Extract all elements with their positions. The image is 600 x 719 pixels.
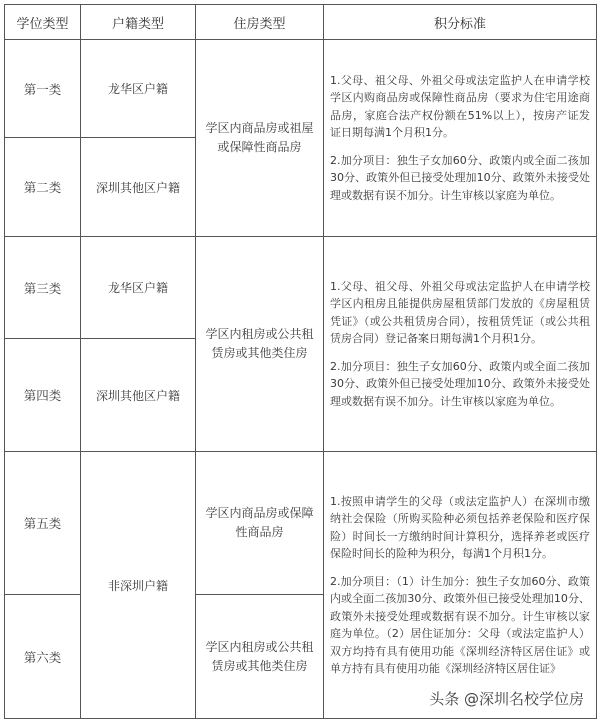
table-row <box>5 237 597 339</box>
category-cell: 第一类 <box>5 40 81 138</box>
category-cell: 第四类 <box>5 339 81 452</box>
enrollment-points-table <box>4 4 597 719</box>
rule-paragraph: 1.父母、祖父母、外祖父母或法定监护人在申请学校学区内租房且能提供房屋租赁部门发放的《房屋租赁凭证》（或公共租赁房合同），按租赁凭证（或公共租赁房合同）登记备案日期每满1个月积1分。 <box>330 279 590 346</box>
household-cell: 龙华区户籍 <box>81 237 196 339</box>
header-household-type: 户籍类型 <box>81 5 196 40</box>
housing-cell: 学区内商品房或保障性商品房 <box>196 452 324 595</box>
housing-cell: 学区内租房或公共租赁房或其他类住房 <box>196 595 324 719</box>
points-rule-cell <box>324 452 597 719</box>
rule-paragraph: 1.父母、祖父母、外祖父母或法定监护人在申请学校学区内购商品房或保障性商品房（要求为住宅用途商品房，家庭合法产权份额在51%以上），按房产证发证日期每满1个月积1分。 <box>330 73 590 140</box>
table-row <box>5 452 597 595</box>
category-cell: 第三类 <box>5 237 81 339</box>
points-rule-cell <box>324 237 597 452</box>
rule-paragraph: 2.加分项目：（1）计生加分：独生子女加60分、政策内或全面二孩加30分、政策外但已接受处理加10分、政策外未接受处理或数据有误不加分。计生审核以家庭为单位。（2）居住证加分：父母（或法定监护人）双方均持有具有使用功能《深圳经济特区居住证》或单方持有具有使用功能《深圳经济特区居住证》 <box>330 574 590 675</box>
points-rule-cell <box>324 40 597 237</box>
housing-cell: 学区内租房或公共租赁房或其他类住房 <box>196 237 324 452</box>
header-degree-type: 学位类型 <box>5 5 81 40</box>
household-cell: 龙华区户籍 <box>81 40 196 138</box>
watermark: 头条 @深圳名校学位房 <box>421 686 592 711</box>
housing-cell: 学区内商品房或祖屋或保障性商品房 <box>196 40 324 237</box>
rule-paragraph: 2.加分项目：独生子女加60分、政策内或全面二孩加30分、政策外但已接受处理加10分、政策外未接受处理或数据有误不加分。计生审核以家庭为单位。 <box>330 359 590 408</box>
category-cell: 第六类 <box>5 595 81 719</box>
household-cell: 深圳其他区户籍 <box>81 138 196 237</box>
household-cell: 非深圳户籍 <box>81 452 196 719</box>
rule-paragraph: 1.按照申请学生的父母（或法定监护人）在深圳市缴纳社会保险（所购买险种必须包括养老保险和医疗保险）时间长一方缴纳时间计算积分，选择养老或医疗保险时间长的险种为积分，每满1个月积1分。 <box>330 494 590 560</box>
category-cell: 第二类 <box>5 138 81 237</box>
table-header-row <box>5 5 597 40</box>
header-housing-type: 住房类型 <box>196 5 324 40</box>
household-cell: 深圳其他区户籍 <box>81 339 196 452</box>
header-points-standard: 积分标准 <box>324 5 597 40</box>
category-cell: 第五类 <box>5 452 81 595</box>
table-row <box>5 40 597 138</box>
rule-paragraph: 2.加分项目：独生子女加60分、政策内或全面二孩加30分、政策外但已接受处理加10分、政策外未接受处理或数据有误不加分。计生审核以家庭为单位。 <box>330 153 590 202</box>
